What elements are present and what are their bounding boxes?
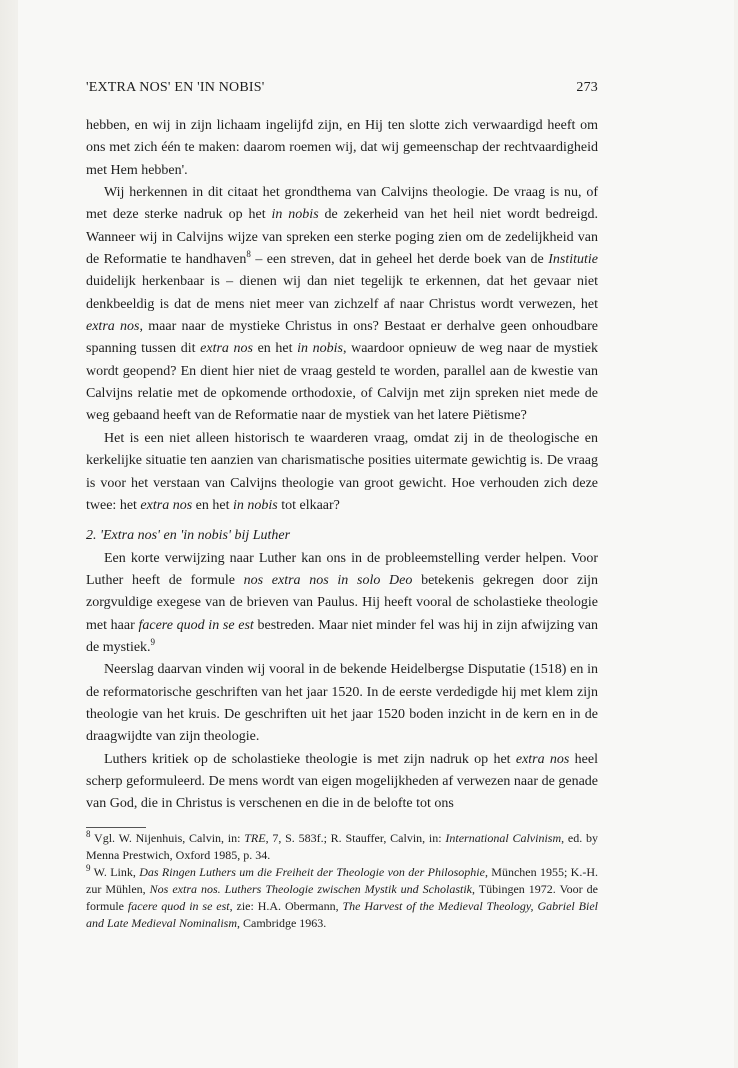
running-header xyxy=(86,80,598,100)
footnotes xyxy=(86,830,598,932)
paragraph: Neerslag daarvan vinden wij vooral in de bekende Heidelbergse Disputatie (1518) en in de reformatorische geschriften van het jaar 1520. In de eerste verdedigde hij met klem zijn theologie van het kruis. De geschriften uit het jaar 1520 boden inzicht in de kern en in de draagwijdte van zijn theologie. xyxy=(86,662,598,745)
paragraph: Wij herkennen in dit citaat het grondthema van Calvijns theologie. De vraag is nu, of met deze sterke nadruk op het in nobis de zekerheid van het heil niet wordt bedreigd. Wanneer wij in Calvijns wijze van spreken een sterke poging zien om de zedelijkheid van de Reformatie te handhaven$^8$ – een streven, dat in geheel het derde boek van de Institutie duidelijk herkenbaar is – dienen wij dan niet tegelijk te erkennen, dat het gevaar niet denkbeeldig is dat de mens niet meer van zichzelf af naar Christus wordt verwezen, het extra nos, maar naar de mystieke Christus in ons? Bestaat er derhalve geen onhoudbare spanning tussen dit extra nos en het in nobis, waardoor opnieuw de weg naar de mystiek wordt geopend? En dient hier niet de vraag gesteld te worden, parallel aan de kwestie van Calvijns relatie met de opkomende orthodoxie, of Calvijn met zijn spreken niet mede de weg gebaand heeft van de Reformatie naar de mystiek van het latere Piëtisme? xyxy=(86,185,599,424)
main-text xyxy=(86,115,598,816)
paragraph: Een korte verwijzing naar Luther kan ons in de probleemstelling verder helpen. Voor Luther heeft de formule nos extra nos in solo Deo betekenis gekregen door zijn zorgvuldige exegese van de brieven van Paulus. Hij heeft vooral de scholastieke theologie met haar facere quod in se est bestreden. Maar niet minder fel was hij in zijn afwijzing van de mystiek.$^9$ xyxy=(86,550,599,655)
footnote-ref: 8 xyxy=(246,249,251,260)
footnote-divider xyxy=(86,827,146,828)
paragraph: Het is een niet alleen historisch te waarderen vraag, omdat zij in de theologische en kerkelijke situatie ten aanzien van charismatische posities uitermate gewichtig is. De vraag is voor het verstaan van Calvijns theologie van groot gewicht. Hoe verhouden zich deze twee: het extra nos en het in nobis tot elkaar? xyxy=(86,430,598,513)
footnote: $^8$ Vgl. W. Nijenhuis, Calvin, in: TRE, 7, S. 583f.; R. Stauffer, Calvin, in: International Calvinism, ed. by Menna Prestwich, Oxford 1985, p. 34. xyxy=(86,829,599,862)
page-number: 273 xyxy=(576,80,598,95)
section-heading: 2. 'Extra nos' en 'in nobis' bij Luther xyxy=(86,528,291,544)
footnote-ref: 9 xyxy=(150,636,156,647)
footnote: $^9$ W. Link, Das Ringen Luthers um die Freiheit der Theologie von der Philosophie, München 1955; K.-H. zur Mühlen, Nos extra nos. Luthers Theologie zwischen Mystik und Scholastik, Tübingen 1972. Voor de formule facere quod in se est, zie: H.A. Obermann, The Harvest of the Medieval Theology, Gabriel Biel and Late Medieval Nominalism, Cambridge 1963. xyxy=(86,863,599,930)
paragraph: Luthers kritiek op de scholastieke theologie is met zijn nadruk op het extra nos heel scherp geformuleerd. De mens wordt van eigen mogelijkheden af verwezen naar de genade van God, die in Christus is verschenen en die in de belofte tot ons xyxy=(86,751,598,812)
running-title: 'EXTRA NOS' EN 'IN NOBIS' xyxy=(86,80,265,95)
paragraph: hebben, en wij in zijn lichaam ingelijfd zijn, en Hij ten slotte zich verwaardigd heeft om ons met zich één te maken: daarom roemen wij, dat wij gemeenschap der rechtvaardigheid met Hem hebben'. xyxy=(86,118,598,178)
